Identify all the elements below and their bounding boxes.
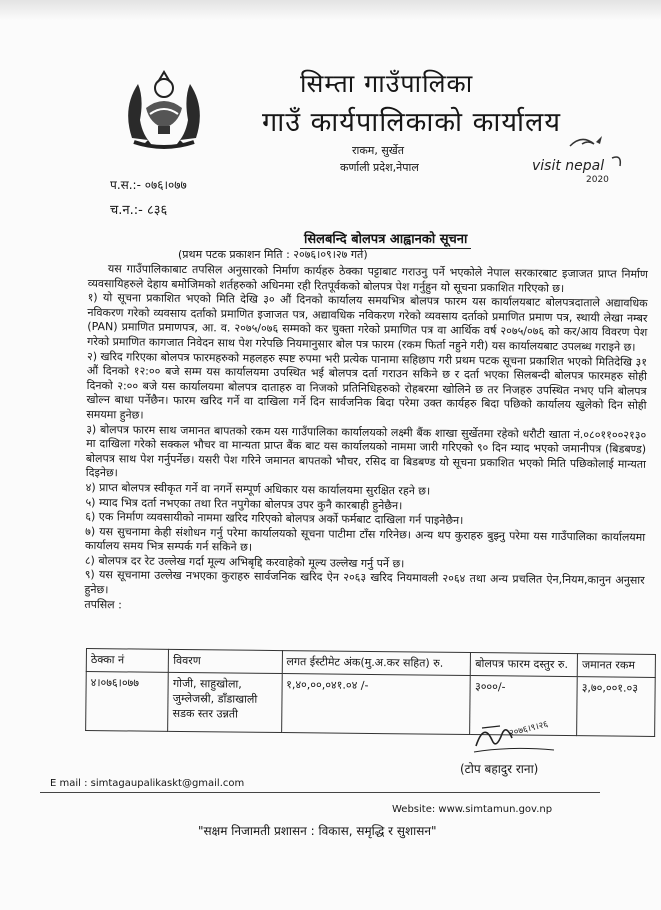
footer-divider bbox=[40, 792, 600, 793]
clause-2: २) खरिद गरिएका बोलपत्र फारमहरुको महलहरु स्पष्ट रुपमा भरी प्रत्येक पानामा सहिछाप गरी प्रथम पटक सूचना प्रकाशित भएको मितिदेखि ३१ औं दिनको १२:०० बजे सम्म यस कार्यालयमा उपस्थित भई बोलपत्र दर्ता गराउन सकिने छ र दर्ता भएका सिलबन्दी बोलपत्र फारमहरु सोही दिनको २:०० बजे यस कार्यालयमा बोलपत्र दाताहरु वा निजको प्रतिनिधिहरुको रोहबरमा खोलिने छ तर निजहरु उपस्थित नभए पनि बोलपत्र खोल्न बाधा पर्नेछैन। फारम खरिद गर्ने वा दाखिला गर्ने दिन सार्वजनिक बिदा परेमा उक्त कार्यहरु बिदा पछिको कार्यालय खुलेको दिन सोही समयमा हुनेछ। bbox=[86, 349, 648, 422]
header-contract-no: ठेक्का नं bbox=[86, 649, 169, 673]
notice-intro: यस गाउँपालिकाबाट तपसिल अनुसारको निर्माण कार्यहरु ठेक्का पट्टाबाट गराउनु पर्ने भएकोले नेपाल सरकारबाट इजाजत प्राप्त निर्माण व्यवसायिहरुले देहाय बमोजिमको शर्तहरुको अधिनमा रही रितपूर्वकको बोलपत्र पेश गर्नुहुन यो सूचना प्रकाशित गरिएको छ। bbox=[87, 262, 648, 295]
header-description: विवरण bbox=[169, 649, 282, 673]
clause-5: ५) म्याद भित्र दर्ता नभएका तथा रित नपुगेका बोलपत्र उपर कुनै कारबाही हुनेछैन। bbox=[85, 495, 403, 512]
reference-ps: प.स.:- ०७६।०७७ bbox=[110, 178, 187, 192]
cell-form-fee: ३०००/- bbox=[470, 676, 577, 736]
visit-nepal-2020-logo bbox=[530, 132, 628, 186]
svg-text:visit nepal: visit nepal bbox=[532, 158, 605, 174]
cell-description: गोजी, साहुखोला, जुम्लेजस्री, डाँडाखाली सडक स्तर उन्नती bbox=[168, 672, 282, 732]
header-deposit: जमानत रकम bbox=[577, 654, 655, 678]
clause-1: १) यो सूचना प्रकाशित भएको मिति देखि ३० औं दिनको कार्यालय समयभित्र बोलपत्र फारम यस कार्यालयबाट बोलपत्रदाताले अद्यावधिक नविकरण गरेको व्यवसाय दर्ताको प्रमाणित इजाजत पत्र, अद्यावधिक नविकरण गरेको व्यवसाय दर्ताको प्रमाणित प्रमाण पत्र, स्थायी लेखा नम्बर (PAN) प्रमाणित प्रमाणपत्र, आ. व. २०७५/०७६ सम्मको कर चुक्ता गरेको प्रमाणित पत्र वा आर्थिक वर्ष २०७५/०७६ को कर/आय विवरण पेश गरेको प्रमाणित कागजात निवेदन साथ पेश गरेपछि नियमानुसार बोल पत्र फारम (रकम फिर्ता नहुने गरी) यस कार्यालयबाट उपलब्ध गराइने छ। bbox=[87, 291, 648, 354]
clause-9: ९) यस सूचनामा उल्लेख नभएका कुराहरु सार्वजनिक खरिद ऐन २०६३ खरिद नियमावली २०६४ तथा अन्य प्रचलित ऐन,नियम,कानुन अनुसार हुनेछ। bbox=[84, 568, 645, 597]
signatory-name: (टोप बहादुर राना) bbox=[460, 762, 539, 776]
nepal-government-emblem-icon bbox=[118, 68, 210, 154]
clause-6: ६) एक निर्माण व्यवसायीको नाममा खरिद गरिएको बोलपत्र अर्को फर्मबाट दाखिला गर्न पाइनेछैन। bbox=[85, 510, 464, 528]
table-row bbox=[86, 672, 656, 737]
clause-8: ८) बोलपत्र दर रेट उल्लेख गर्दा मूल्य अभिबृद्दि करवाहेको मूल्य उल्लेख गर्नु पर्ने छ। bbox=[84, 553, 405, 571]
office-website: Website: www.simtamun.gov.np bbox=[392, 804, 553, 815]
cell-estimate: १,४०,००,०४१.०४ /- bbox=[281, 674, 470, 735]
notice-body bbox=[84, 262, 648, 618]
footer-slogan: "सक्षम निजामती प्रशासन : विकास, समृद्धि र सुशासन" bbox=[198, 824, 437, 838]
clause-7: ७) यस सुचनामा केही संशोधन गर्नु परेमा कार्यालयको सूचना पाटीमा टाँस गरिनेछ। अन्य थप कुराहरु बुझ्नु परेमा यस गाउँपालिका कार्यालयमा कार्यालय समय भित्र सम्पर्क गर्न सकिने छ। bbox=[84, 524, 646, 555]
cell-deposit: ३,७०,००१.०३ bbox=[577, 677, 655, 737]
svg-text:2020: 2020 bbox=[586, 175, 609, 185]
office-province: कर्णाली प्रदेश,नेपाल bbox=[340, 161, 419, 174]
publication-date: (प्रथम पटक प्रकाशन मिति : २०७६।०९।२७ गते) bbox=[178, 248, 368, 261]
clause-4: ४) प्राप्त बोलपत्र स्वीकृत गर्ने वा नगर्ने सम्पूर्ण अधिकार यस कार्यालयमा सुरक्षित रहने छ। bbox=[85, 480, 431, 498]
office-name: सिम्ता गाउँपालिका bbox=[300, 69, 474, 98]
clause-3: ३) बोलपत्र फारम साथ जमानत बापतको रकम यस गाउँपालिका कार्यालयको लक्ष्मी बैंक शाखा सुर्खेतमा रहेको धरौटी खाता नं.०८०११००२१३० मा दाखिला गरेको सक्कल भौचर वा मान्यता प्राप्त बैंक बाट यस कार्यालयको नाममा जारी गरिएको ९० दिन म्याद भएको जमानीपत्र (बिडबण्ड) बोलपत्र साथ पेश गर्नुपर्नेछ। यसरी पेश गरिने जमानत बापतको भौचर, रसिद वा बिडबण्ड यो सूचना प्रकाशित भएको मिति पछिकोलाई मान्यता दिइनेछ। bbox=[85, 422, 647, 480]
cell-contract-no: ४।०७६।०७७ bbox=[86, 672, 169, 732]
tapsil-label: तपसिल : bbox=[84, 597, 122, 612]
header-estimate: लगत ईस्टीमेट अंक(मु.अ.कर सहित) रु. bbox=[282, 651, 471, 676]
header-form-fee: बोलपत्र फारम दस्तुर रु. bbox=[471, 653, 578, 677]
office-address: राकम, सुर्खेत bbox=[352, 144, 405, 157]
handwritten-signature bbox=[470, 716, 560, 756]
reference-cn: च.न.:- ८३६ bbox=[110, 203, 168, 218]
tender-table bbox=[85, 648, 656, 737]
scan-shadow bbox=[0, 0, 661, 20]
office-subtitle: गाउँ कार्यपालिकाको कार्यालय bbox=[262, 107, 561, 138]
notice-title: सिलबन्दि बोलपत्र आह्वानको सूचना bbox=[300, 229, 471, 249]
office-email: E mail : simtagaupalikaskt@gmail.com bbox=[50, 778, 245, 789]
svg-text:२०७६।९।२६: २०७६।९।२६ bbox=[508, 719, 550, 739]
